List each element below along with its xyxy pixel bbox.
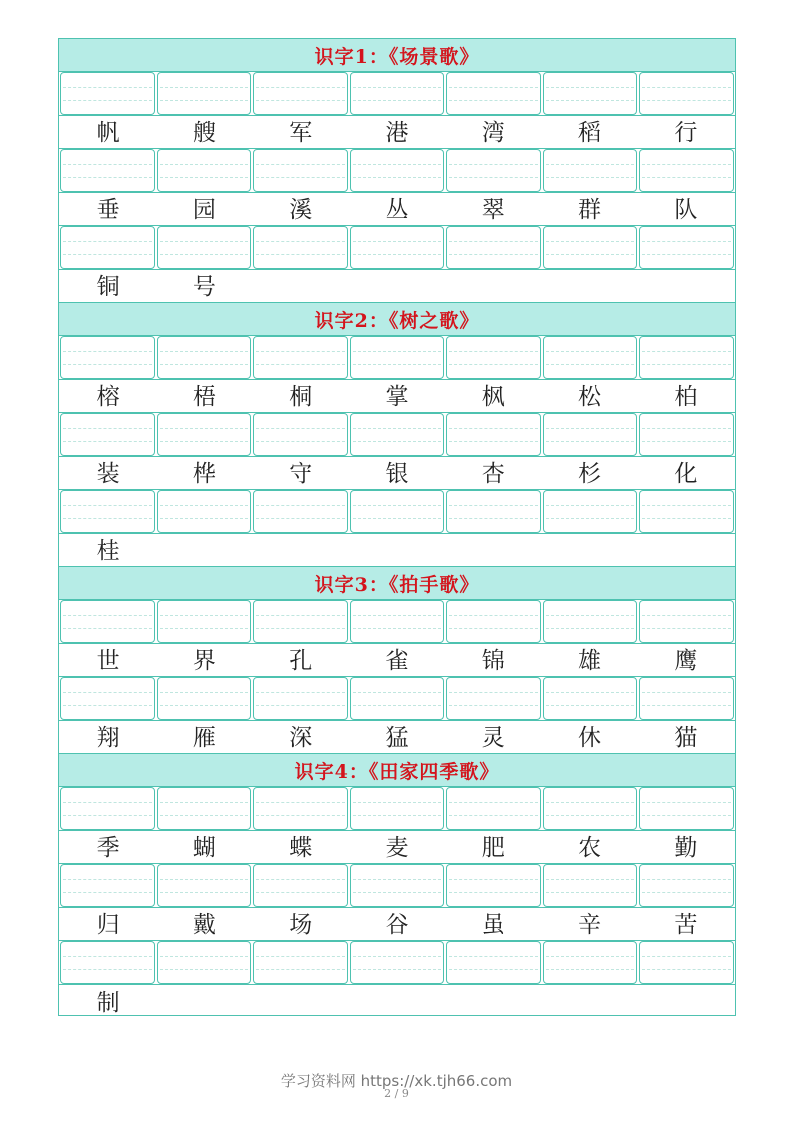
writing-cell[interactable] xyxy=(253,864,348,907)
character: 艘 xyxy=(192,120,216,146)
character: 桐 xyxy=(289,384,313,410)
writing-grid-row xyxy=(59,149,735,193)
writing-cell[interactable] xyxy=(639,600,734,643)
writing-cell[interactable] xyxy=(639,336,734,379)
writing-cell[interactable] xyxy=(543,72,638,115)
character: 守 xyxy=(289,461,313,487)
writing-cell[interactable] xyxy=(60,149,155,192)
character: 群 xyxy=(578,197,602,223)
character: 丛 xyxy=(385,197,409,223)
character: 世 xyxy=(96,648,120,674)
writing-grid-row xyxy=(59,490,735,534)
writing-cell[interactable] xyxy=(253,226,348,269)
writing-cell[interactable] xyxy=(350,941,445,984)
writing-cell[interactable] xyxy=(639,72,734,115)
writing-cell[interactable] xyxy=(446,336,541,379)
writing-cell[interactable] xyxy=(543,941,638,984)
character: 化 xyxy=(674,461,698,487)
writing-cell[interactable] xyxy=(157,600,252,643)
character: 猫 xyxy=(674,725,698,751)
character: 掌 xyxy=(385,384,409,410)
character: 桦 xyxy=(192,461,216,487)
writing-cell[interactable] xyxy=(350,72,445,115)
character: 稻 xyxy=(578,120,602,146)
writing-grid-row xyxy=(59,677,735,721)
writing-cell[interactable] xyxy=(639,490,734,533)
character: 虽 xyxy=(481,912,505,938)
character-row xyxy=(59,380,735,413)
writing-cell[interactable] xyxy=(446,677,541,720)
writing-cell[interactable] xyxy=(446,787,541,830)
character-row xyxy=(59,721,735,754)
writing-cell[interactable] xyxy=(639,864,734,907)
writing-grid-row xyxy=(59,336,735,380)
character: 孔 xyxy=(289,648,313,674)
character-row xyxy=(59,908,735,941)
writing-cell[interactable] xyxy=(253,490,348,533)
character: 归 xyxy=(96,912,120,938)
character-row xyxy=(59,457,735,490)
writing-cell[interactable] xyxy=(60,490,155,533)
writing-cell[interactable] xyxy=(350,226,445,269)
writing-cell[interactable] xyxy=(253,336,348,379)
section-title: 识字4：《田家四季歌》 xyxy=(59,754,735,787)
writing-cell[interactable] xyxy=(446,600,541,643)
writing-cell[interactable] xyxy=(253,149,348,192)
writing-cell[interactable] xyxy=(350,787,445,830)
character-row xyxy=(59,831,735,864)
character: 鹰 xyxy=(674,648,698,674)
writing-cell[interactable] xyxy=(350,490,445,533)
writing-cell[interactable] xyxy=(253,941,348,984)
character: 行 xyxy=(674,120,698,146)
section-title: 识字2：《树之歌》 xyxy=(59,303,735,336)
writing-cell[interactable] xyxy=(446,490,541,533)
writing-cell[interactable] xyxy=(60,226,155,269)
writing-cell[interactable] xyxy=(60,787,155,830)
writing-cell[interactable] xyxy=(543,490,638,533)
writing-cell[interactable] xyxy=(60,600,155,643)
writing-cell[interactable] xyxy=(543,336,638,379)
character: 溪 xyxy=(289,197,313,223)
section-title: 识字1：《场景歌》 xyxy=(59,39,735,72)
writing-cell[interactable] xyxy=(157,787,252,830)
character: 杉 xyxy=(578,461,602,487)
character: 银 xyxy=(385,461,409,487)
writing-cell[interactable] xyxy=(543,226,638,269)
character: 园 xyxy=(192,197,216,223)
character-row xyxy=(59,534,735,567)
character: 翔 xyxy=(96,725,120,751)
writing-cell[interactable] xyxy=(350,677,445,720)
character: 军 xyxy=(289,120,313,146)
character: 蝴 xyxy=(192,835,216,861)
writing-cell[interactable] xyxy=(350,149,445,192)
character: 榕 xyxy=(96,384,120,410)
character: 谷 xyxy=(385,912,409,938)
character: 帆 xyxy=(96,120,120,146)
character: 休 xyxy=(578,725,602,751)
character: 猛 xyxy=(385,725,409,751)
character: 灵 xyxy=(481,725,505,751)
writing-cell[interactable] xyxy=(350,600,445,643)
character: 队 xyxy=(674,197,698,223)
writing-cell[interactable] xyxy=(350,413,445,456)
character-row xyxy=(59,116,735,149)
character: 肥 xyxy=(481,835,505,861)
writing-cell[interactable] xyxy=(157,413,252,456)
writing-cell[interactable] xyxy=(446,413,541,456)
writing-cell[interactable] xyxy=(543,149,638,192)
character: 界 xyxy=(192,648,216,674)
character: 制 xyxy=(96,990,120,1016)
writing-cell[interactable] xyxy=(543,413,638,456)
character: 深 xyxy=(289,725,313,751)
character: 锦 xyxy=(481,648,505,674)
writing-cell[interactable] xyxy=(157,72,252,115)
character: 枫 xyxy=(481,384,505,410)
writing-cell[interactable] xyxy=(60,941,155,984)
character-row xyxy=(59,985,735,1018)
writing-cell[interactable] xyxy=(543,787,638,830)
writing-cell[interactable] xyxy=(543,864,638,907)
character: 雄 xyxy=(578,648,602,674)
character: 装 xyxy=(96,461,120,487)
character: 蝶 xyxy=(289,835,313,861)
character: 垂 xyxy=(96,197,120,223)
writing-cell[interactable] xyxy=(446,226,541,269)
page-number: 2 / 9 xyxy=(384,1087,409,1100)
writing-cell[interactable] xyxy=(543,600,638,643)
character-row xyxy=(59,270,735,303)
character: 柏 xyxy=(674,384,698,410)
writing-grid-row xyxy=(59,413,735,457)
writing-cell[interactable] xyxy=(446,72,541,115)
writing-grid-row xyxy=(59,864,735,908)
writing-cell[interactable] xyxy=(639,413,734,456)
section-title: 识字3：《拍手歌》 xyxy=(59,567,735,600)
writing-grid-row xyxy=(59,941,735,985)
character-row xyxy=(59,644,735,677)
writing-cell[interactable] xyxy=(253,72,348,115)
writing-cell[interactable] xyxy=(253,787,348,830)
character: 桂 xyxy=(96,538,120,564)
character: 苦 xyxy=(674,912,698,938)
writing-cell[interactable] xyxy=(157,490,252,533)
writing-cell[interactable] xyxy=(253,677,348,720)
writing-cell[interactable] xyxy=(157,677,252,720)
writing-cell[interactable] xyxy=(60,72,155,115)
writing-cell[interactable] xyxy=(639,226,734,269)
character: 戴 xyxy=(192,912,216,938)
writing-cell[interactable] xyxy=(639,149,734,192)
character: 辛 xyxy=(578,912,602,938)
writing-cell[interactable] xyxy=(157,226,252,269)
writing-cell[interactable] xyxy=(60,413,155,456)
character: 翠 xyxy=(481,197,505,223)
character: 农 xyxy=(578,835,602,861)
writing-cell[interactable] xyxy=(253,413,348,456)
writing-grid-row xyxy=(59,600,735,644)
writing-cell[interactable] xyxy=(543,677,638,720)
writing-cell[interactable] xyxy=(446,941,541,984)
writing-cell[interactable] xyxy=(157,149,252,192)
writing-grid-row xyxy=(59,787,735,831)
character: 梧 xyxy=(192,384,216,410)
writing-cell[interactable] xyxy=(350,864,445,907)
character: 雁 xyxy=(192,725,216,751)
character: 雀 xyxy=(385,648,409,674)
character: 季 xyxy=(96,835,120,861)
character: 勤 xyxy=(674,835,698,861)
writing-cell[interactable] xyxy=(639,941,734,984)
character: 场 xyxy=(289,912,313,938)
writing-cell[interactable] xyxy=(446,149,541,192)
character: 麦 xyxy=(385,835,409,861)
writing-cell[interactable] xyxy=(253,600,348,643)
writing-cell[interactable] xyxy=(157,336,252,379)
writing-cell[interactable] xyxy=(446,864,541,907)
writing-cell[interactable] xyxy=(60,336,155,379)
writing-cell[interactable] xyxy=(350,336,445,379)
writing-cell[interactable] xyxy=(639,787,734,830)
character: 松 xyxy=(578,384,602,410)
footer-watermark: 学习资料网 https://xk.tjh66.com xyxy=(280,1072,513,1090)
character-row xyxy=(59,193,735,226)
writing-cell[interactable] xyxy=(60,677,155,720)
writing-grid-row xyxy=(59,72,735,116)
character: 杏 xyxy=(481,461,505,487)
character: 铜 xyxy=(96,274,120,300)
writing-grid-row xyxy=(59,226,735,270)
writing-cell[interactable] xyxy=(157,864,252,907)
worksheet-table xyxy=(58,38,736,1016)
character: 港 xyxy=(385,120,409,146)
writing-cell[interactable] xyxy=(639,677,734,720)
writing-cell[interactable] xyxy=(60,864,155,907)
character: 号 xyxy=(192,274,216,300)
writing-cell[interactable] xyxy=(157,941,252,984)
character: 湾 xyxy=(481,120,505,146)
